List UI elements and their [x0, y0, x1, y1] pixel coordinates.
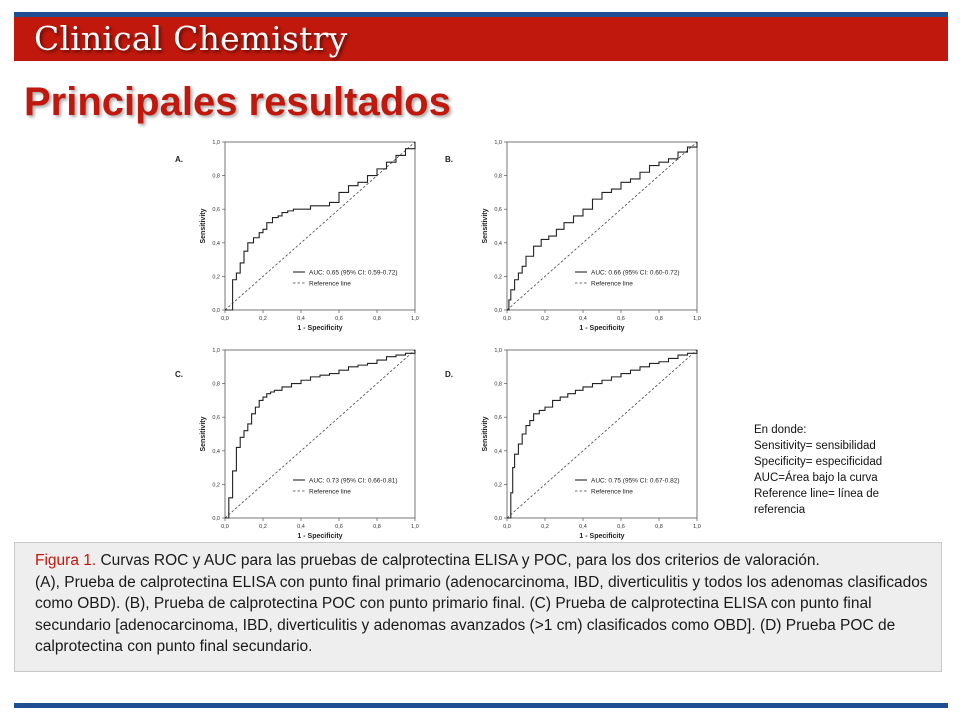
x-tick-label: 0,6 [335, 524, 343, 530]
y-tick-label: 0,2 [212, 482, 220, 489]
x-tick-label: 0,4 [579, 524, 587, 530]
x-tick-label: 0,6 [335, 316, 343, 322]
x-tick-label: 0,4 [579, 316, 587, 322]
caption-second-paragraph: (A), Prueba de calprotectina ELISA con punto final primario (adenocarcinoma, IBD, diverticulitis y todos los adenomas clasificados como OBD). (B), Prueba de calprotectina POC con punto primario final. (C) Prueba de calprotectina ELISA con punto final secundario [adenocarcinoma, IBD, diverticulitis y adenomas avanzados (>1 cm) clasificados como OBD]. (D) Prueba POC de calprotectina con punto final secundario. [35, 573, 928, 655]
caption-figure-label: Figura 1. [35, 552, 97, 569]
legend-reference-label: Reference line [309, 280, 351, 288]
y-axis-label: Sensitivity [482, 208, 489, 244]
y-tick-label: 0,6 [212, 415, 220, 422]
figure-caption [14, 542, 942, 672]
y-tick-label: 0,8 [212, 173, 220, 180]
panel-label: D. [445, 370, 453, 379]
y-tick-label: 0,4 [212, 448, 220, 455]
y-tick-label: 0,6 [212, 207, 220, 214]
legend-roc-label: AUC: 0.75 (95% CI: 0.67-0.82) [591, 477, 680, 485]
x-tick-label: 1,0 [411, 524, 419, 530]
y-tick-label: 0,2 [494, 482, 502, 489]
x-tick-label: 0,0 [503, 316, 511, 322]
legend-note-heading: En donde: [754, 424, 807, 436]
y-tick-label: 0,8 [212, 381, 220, 388]
caption-first-paragraph [35, 550, 931, 572]
legend-reference-label: Reference line [309, 488, 351, 496]
caption-first-text: Curvas ROC y AUC para las pruebas de calprotectina ELISA y POC, para los dos criterios de valoración. [96, 552, 820, 569]
journal-title: Clinical Chemistry [34, 19, 348, 58]
x-tick-label: 0,2 [259, 316, 267, 322]
x-tick-label: 0,8 [373, 524, 381, 530]
legend-reference-label: Reference line [591, 280, 633, 288]
x-tick-label: 0,4 [297, 316, 305, 322]
x-axis-label: 1 - Specificity [297, 325, 343, 332]
x-tick-label: 0,4 [297, 524, 305, 530]
y-tick-label: 0,8 [494, 381, 502, 388]
y-tick-label: 1,0 [494, 348, 502, 354]
legend-note-line: referencia [754, 504, 806, 516]
x-axis-label: 1 - Specificity [579, 533, 625, 540]
roc-figure [165, 132, 725, 540]
y-tick-label: 0,6 [494, 207, 502, 214]
panel-label: A. [175, 155, 183, 164]
slide-title: Principales resultados [24, 80, 451, 124]
x-axis-label: 1 - Specificity [579, 325, 625, 332]
x-tick-label: 0,6 [617, 524, 625, 530]
legend-note-line: Sensitivity= sensibilidad [754, 440, 876, 452]
y-axis-label: Sensitivity [200, 208, 207, 244]
y-tick-label: 0,4 [212, 240, 220, 247]
legend-reference-label: Reference line [591, 488, 633, 496]
legend-note-line: Reference line= línea de [754, 488, 879, 500]
legend-roc-label: AUC: 0.65 (95% CI: 0.59-0.72) [309, 269, 398, 277]
y-tick-label: 0,8 [494, 173, 502, 180]
x-tick-label: 0,0 [221, 316, 229, 322]
y-axis-label: Sensitivity [482, 416, 489, 452]
x-tick-label: 0,8 [655, 524, 663, 530]
y-tick-label: 0,4 [494, 240, 502, 247]
y-tick-label: 0,0 [494, 308, 502, 314]
y-tick-label: 0,0 [494, 516, 502, 522]
y-tick-label: 0,2 [494, 274, 502, 281]
legend-note-line: Specificity= especificidad [754, 456, 883, 468]
panel-label: B. [445, 155, 453, 164]
legend-roc-label: AUC: 0.66 (95% CI: 0.60-0.72) [591, 269, 680, 277]
x-tick-label: 0,8 [373, 316, 381, 322]
x-tick-label: 0,2 [259, 524, 267, 530]
x-tick-label: 0,8 [655, 316, 663, 322]
y-tick-label: 0,0 [212, 308, 220, 314]
panel-label: C. [175, 370, 183, 379]
x-tick-label: 0,2 [541, 524, 549, 530]
y-axis-label: Sensitivity [200, 416, 207, 452]
roc-chart-svg [165, 132, 725, 540]
y-tick-label: 1,0 [494, 140, 502, 146]
x-tick-label: 1,0 [411, 316, 419, 322]
legend-roc-label: AUC: 0.73 (95% CI: 0.66-0.81) [309, 477, 398, 485]
y-tick-label: 0,2 [212, 274, 220, 281]
bottom-rule [14, 703, 948, 708]
legend-note [754, 422, 929, 518]
x-tick-label: 0,0 [221, 524, 229, 530]
legend-note-line: AUC=Área bajo la curva [754, 472, 878, 484]
y-tick-label: 1,0 [212, 348, 220, 354]
x-tick-label: 0,2 [541, 316, 549, 322]
x-axis-label: 1 - Specificity [297, 533, 343, 540]
y-tick-label: 1,0 [212, 140, 220, 146]
x-tick-label: 0,6 [617, 316, 625, 322]
x-tick-label: 1,0 [693, 524, 701, 530]
y-tick-label: 0,0 [212, 516, 220, 522]
journal-banner [14, 17, 948, 61]
y-tick-label: 0,4 [494, 448, 502, 455]
y-tick-label: 0,6 [494, 415, 502, 422]
x-tick-label: 1,0 [693, 316, 701, 322]
x-tick-label: 0,0 [503, 524, 511, 530]
